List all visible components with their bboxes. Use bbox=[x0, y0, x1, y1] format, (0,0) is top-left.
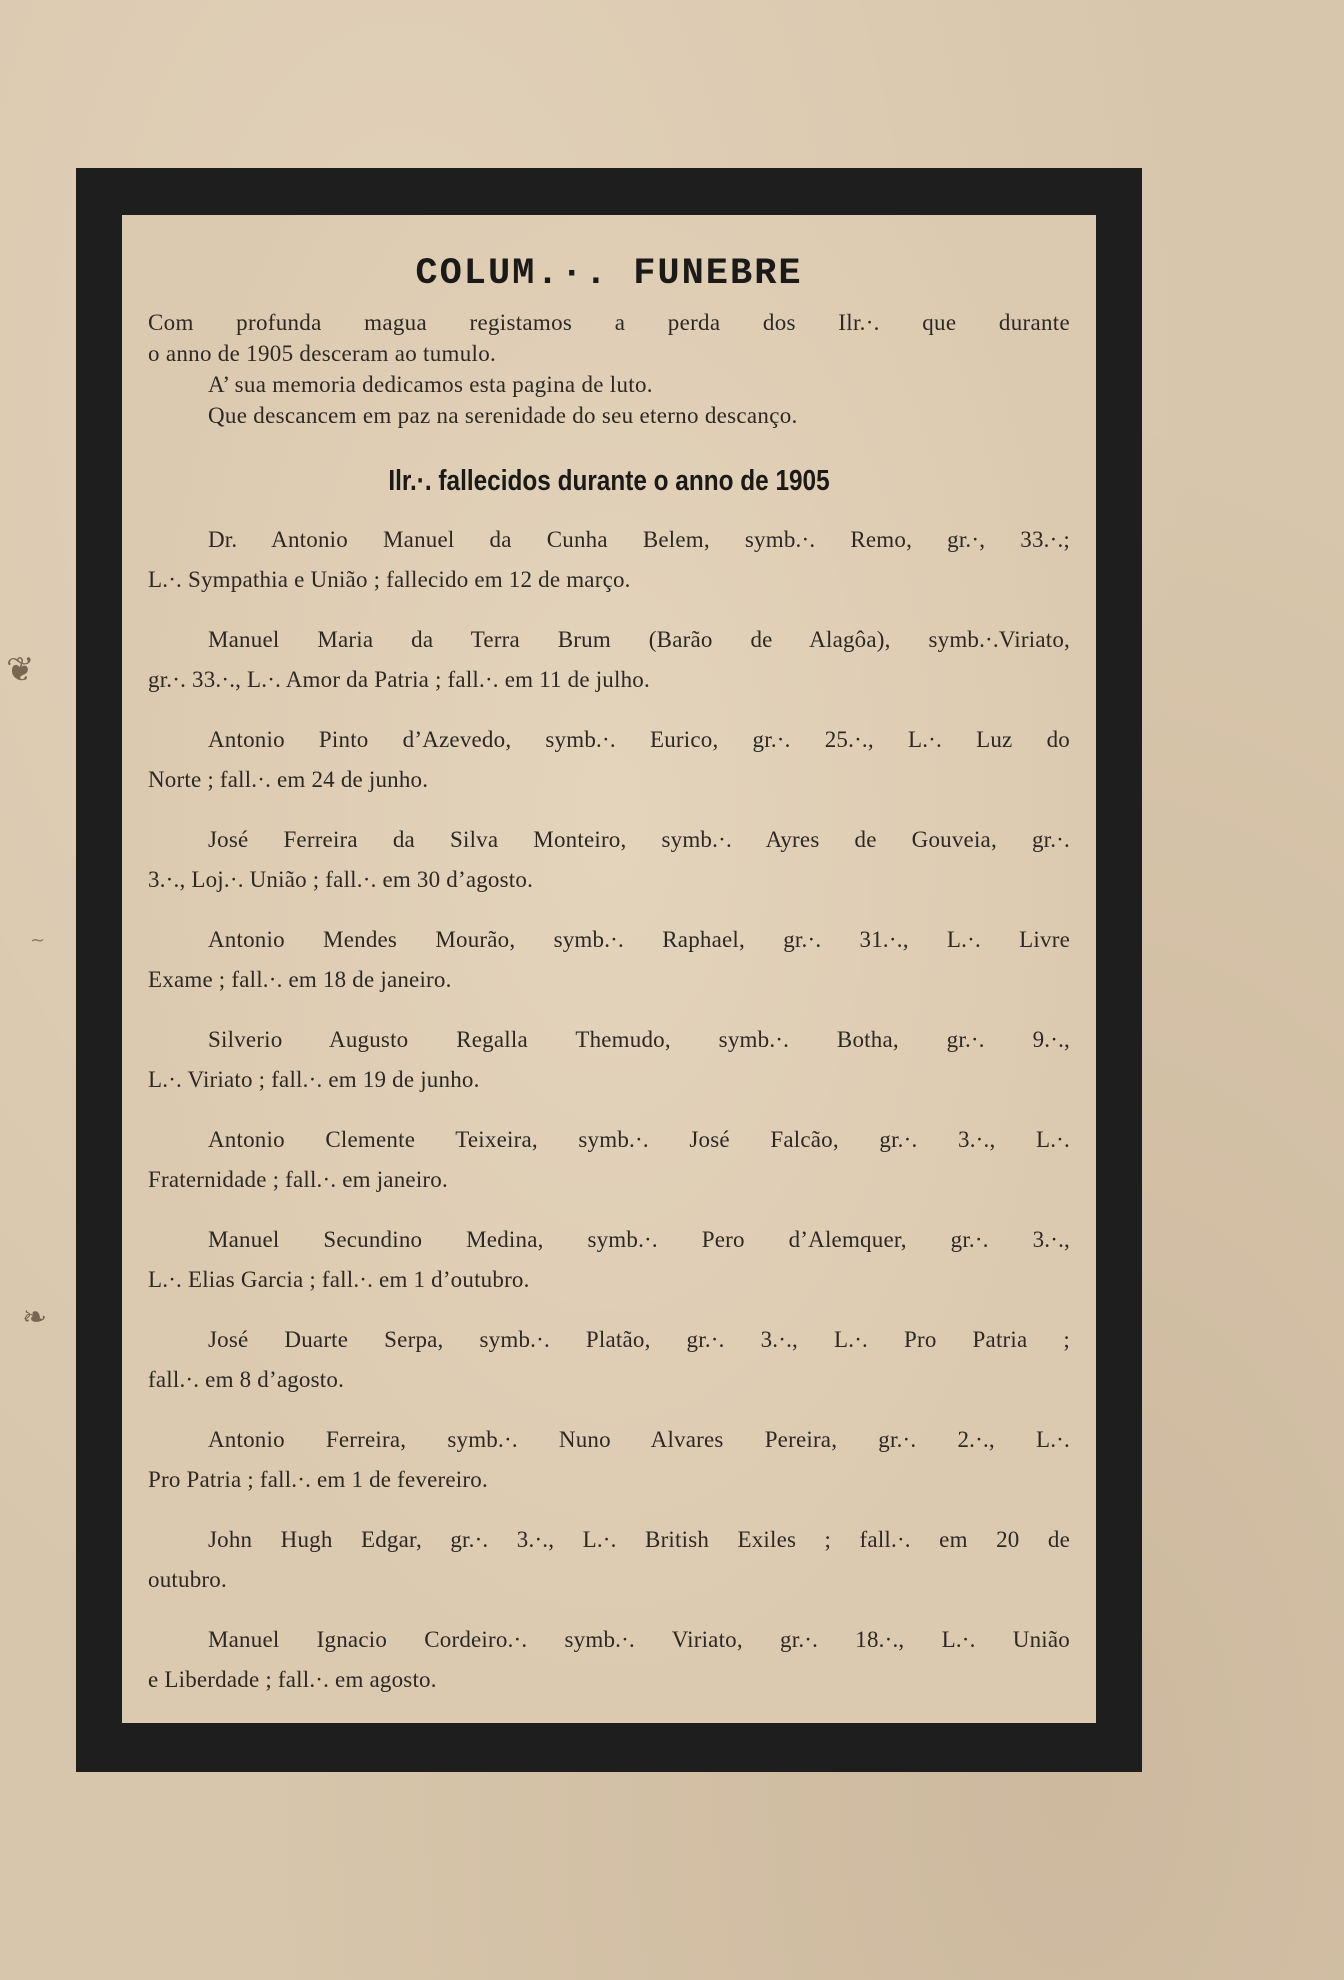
intro-line: o anno de 1905 desceram ao tumulo. bbox=[148, 341, 497, 366]
entry-line: Silverio Augusto Regalla Themudo, symb.·. Botha, gr.·. 9.·., bbox=[208, 1027, 1070, 1052]
entry-line: e Liberdade ; fall.·. em agosto. bbox=[148, 1667, 437, 1692]
mourning-border bbox=[76, 168, 1142, 1772]
entry-line: John Hugh Edgar, gr.·. 3.·., L.·. British Exiles ; fall.·. em 20 de bbox=[208, 1527, 1070, 1552]
entry-line: 3.·., Loj.·. União ; fall.·. em 30 d’agosto. bbox=[148, 867, 534, 892]
obituary-entry bbox=[148, 620, 1070, 700]
obituary-entry bbox=[148, 920, 1070, 1000]
obituary-entry bbox=[148, 820, 1070, 900]
entry-line: gr.·. 33.·., L.·. Amor da Patria ; fall.·. em 11 de julho. bbox=[148, 667, 650, 692]
obituary-entry bbox=[148, 720, 1070, 800]
entry-line: José Ferreira da Silva Monteiro, symb.·. Ayres de Gouveia, gr.·. bbox=[208, 827, 1070, 852]
entry-line: outubro. bbox=[148, 1567, 227, 1592]
page-title: COLUM.·. FUNEBRE bbox=[415, 253, 803, 295]
binding-stain-mark: ❧ bbox=[22, 1300, 48, 1335]
obituary-entry bbox=[148, 1020, 1070, 1100]
entry-line: Norte ; fall.·. em 24 de junho. bbox=[148, 767, 429, 792]
intro-paragraph bbox=[148, 307, 1070, 431]
entry-line: L.·. Elias Garcia ; fall.·. em 1 d’outubro. bbox=[148, 1267, 530, 1292]
entry-line: fall.·. em 8 d’agosto. bbox=[148, 1367, 345, 1392]
section-heading: Ilr.·. fallecidos durante o anno de 1905 bbox=[388, 465, 830, 497]
entry-line: Manuel Ignacio Cordeiro.·. symb.·. Viriato, gr.·. 18.·., L.·. União bbox=[208, 1627, 1070, 1652]
entry-line: Antonio Pinto d’Azevedo, symb.·. Eurico, gr.·. 25.·., L.·. Luz do bbox=[208, 727, 1070, 752]
obituary-entry bbox=[148, 1420, 1070, 1500]
obituary-list bbox=[148, 520, 1070, 1720]
obituary-entry bbox=[148, 1320, 1070, 1400]
entry-line: Exame ; fall.·. em 18 de janeiro. bbox=[148, 967, 452, 992]
entry-line: José Duarte Serpa, symb.·. Platão, gr.·. 3.·., L.·. Pro Patria ; bbox=[208, 1327, 1070, 1352]
entry-line: Dr. Antonio Manuel da Cunha Belem, symb.·. Remo, gr.·, 33.·.; bbox=[208, 527, 1070, 552]
obituary-entry bbox=[148, 520, 1070, 600]
entry-line: Antonio Mendes Mourão, symb.·. Raphael, gr.·. 31.·., L.·. Livre bbox=[208, 927, 1070, 952]
obituary-entry bbox=[148, 1220, 1070, 1300]
obituary-entry bbox=[148, 1120, 1070, 1200]
binding-stain-mark: ❦ bbox=[6, 650, 35, 690]
obituary-entry bbox=[148, 1520, 1070, 1600]
entry-line: L.·. Viriato ; fall.·. em 19 de junho. bbox=[148, 1067, 480, 1092]
obituary-entry bbox=[148, 1620, 1070, 1700]
entry-line: Antonio Ferreira, symb.·. Nuno Alvares Pereira, gr.·. 2.·., L.·. bbox=[208, 1427, 1070, 1452]
page-panel bbox=[122, 215, 1096, 1723]
intro-line: Com profunda magua registamos a perda dos Ilr.·. que durante bbox=[148, 310, 1070, 335]
entry-line: Manuel Maria da Terra Brum (Barão de Alagôa), symb.·.Viriato, bbox=[208, 627, 1070, 652]
entry-line: L.·. Sympathia e União ; fallecido em 12 de março. bbox=[148, 567, 631, 592]
entry-line: Pro Patria ; fall.·. em 1 de fevereiro. bbox=[148, 1467, 488, 1492]
entry-line: Antonio Clemente Teixeira, symb.·. José Falcão, gr.·. 3.·., L.·. bbox=[208, 1127, 1070, 1152]
intro-line: Que descancem em paz na serenidade do seu eterno descanço. bbox=[208, 403, 798, 428]
binding-thread-mark: ~ bbox=[30, 930, 46, 951]
entry-line: Manuel Secundino Medina, symb.·. Pero d’Alemquer, gr.·. 3.·., bbox=[208, 1227, 1070, 1252]
entry-line: Fraternidade ; fall.·. em janeiro. bbox=[148, 1167, 448, 1192]
intro-line: A’ sua memoria dedicamos esta pagina de luto. bbox=[208, 372, 653, 397]
